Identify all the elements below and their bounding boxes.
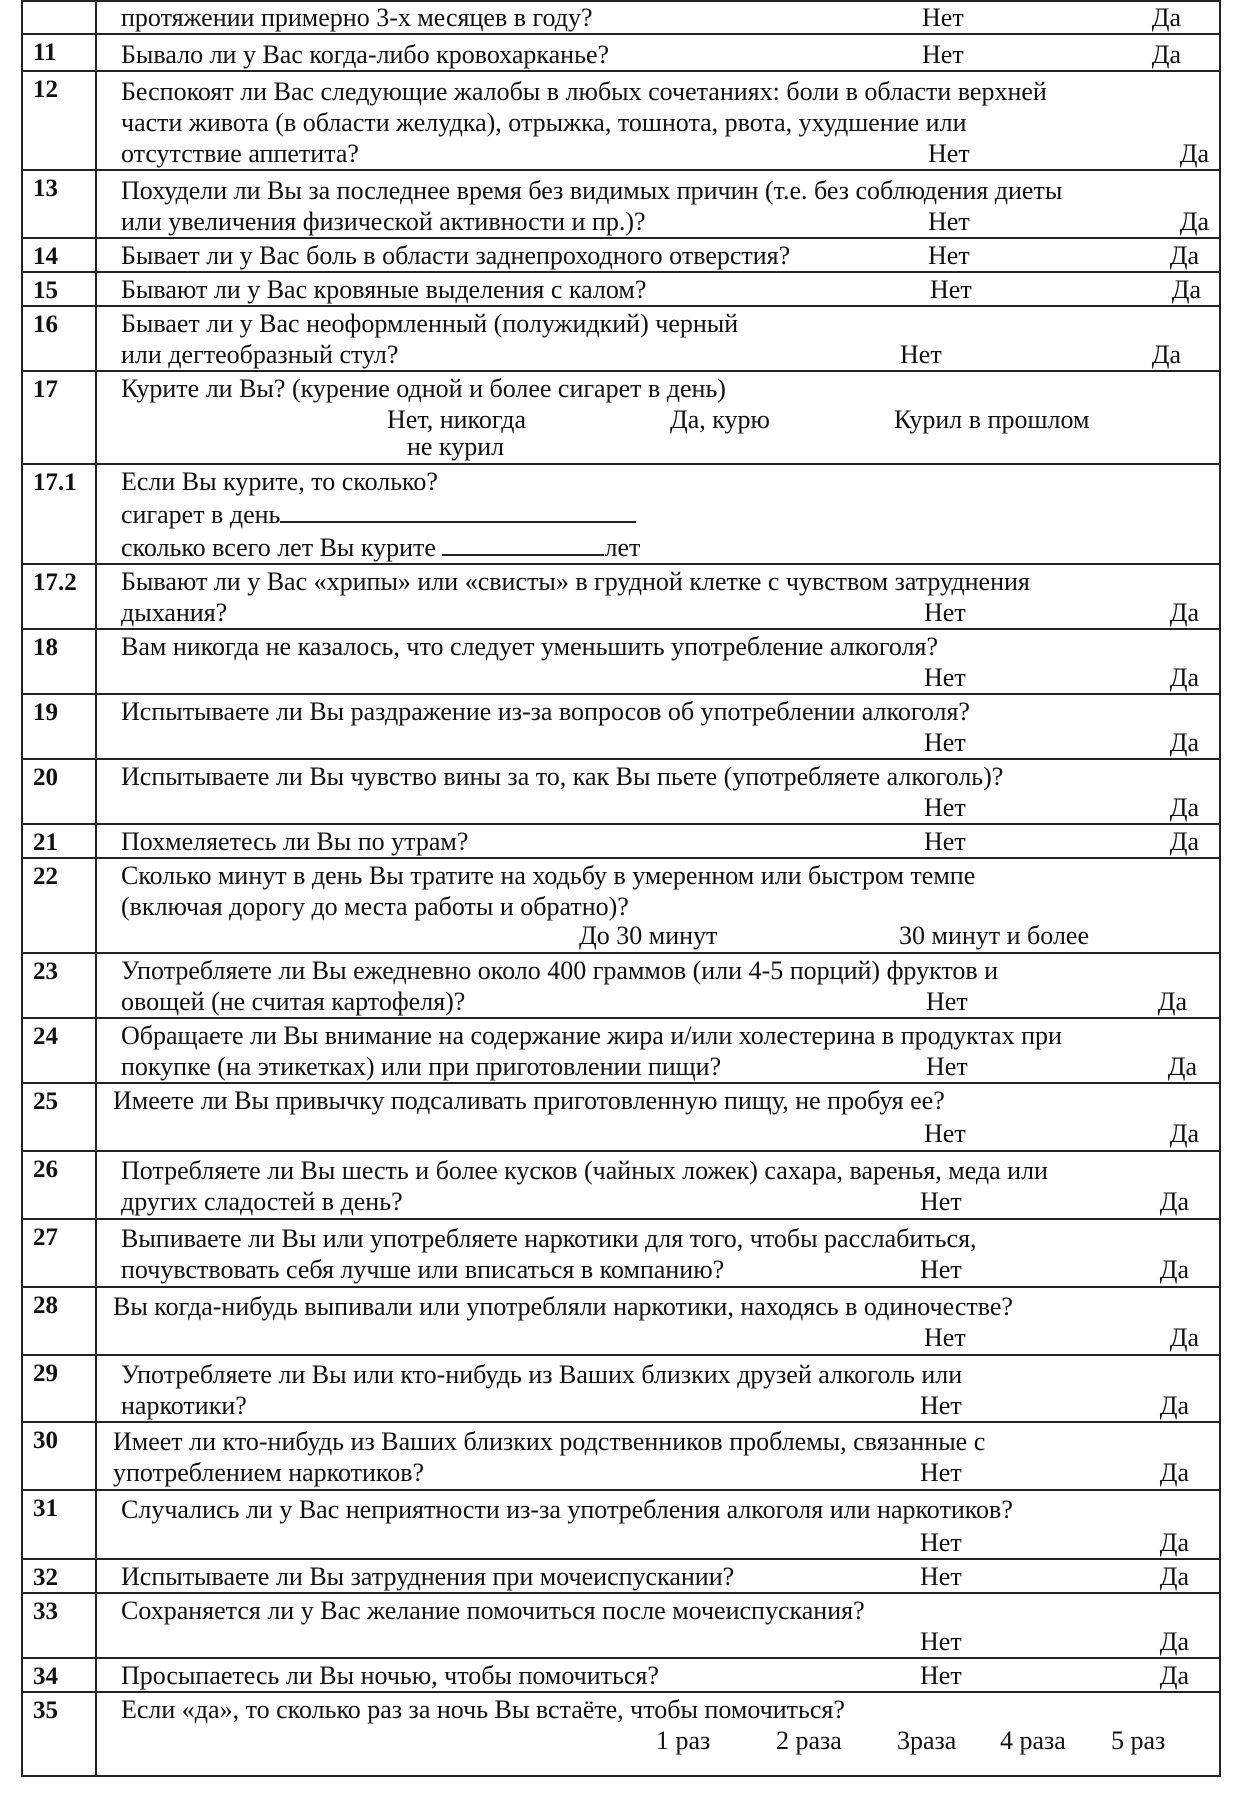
question-text: сигарет в день: [121, 500, 281, 529]
table-row: [22, 1151, 1220, 1219]
table-row: [22, 238, 1220, 272]
table-row: [22, 170, 1220, 238]
table-row: [22, 71, 1220, 170]
question-text: Бывает ли у Вас боль в области заднепроходного отверстия?: [121, 241, 791, 270]
table-row: [22, 1, 1220, 34]
question-text: Вы когда-нибудь выпивали или употребляли наркотики, находясь в одиночестве?: [113, 1292, 1013, 1321]
question-text: Если «да», то сколько раз за ночь Вы встаёте, чтобы помочиться?: [121, 1695, 845, 1724]
row-number: 23: [22, 953, 96, 1018]
answer-no[interactable]: Нет: [924, 1119, 966, 1148]
question-text: Сохраняется ли у Вас желание помочиться после мочеиспускания?: [121, 1596, 865, 1625]
answer-no[interactable]: Нет: [924, 728, 966, 757]
table-row: [22, 371, 1220, 464]
answer-yes[interactable]: Да: [1169, 1323, 1199, 1352]
row-number: 27: [22, 1219, 96, 1287]
table-row: [22, 1083, 1220, 1151]
question-text: Похмеляетесь ли Вы по утрам?: [121, 827, 469, 856]
answer-never-smoked[interactable]: Нет, никогда: [387, 405, 527, 434]
answer-yes[interactable]: Да: [1159, 1562, 1189, 1591]
row-number: 33: [22, 1593, 96, 1658]
answer-no[interactable]: Нет: [924, 663, 966, 692]
answer-no[interactable]: Нет: [924, 598, 966, 627]
row-number: 15: [22, 272, 96, 306]
answer-yes[interactable]: Да: [1169, 793, 1199, 822]
question-text: или увеличения физической активности и пр.)?: [121, 207, 646, 236]
answer-yes[interactable]: Да: [1159, 1187, 1189, 1216]
row-number: 24: [22, 1018, 96, 1083]
answer-5-times[interactable]: 5 раз: [1111, 1726, 1166, 1755]
answer-no[interactable]: Нет: [922, 40, 964, 69]
row-number: 16: [22, 306, 96, 371]
answer-2-times[interactable]: 2 раза: [776, 1726, 842, 1755]
answer-no[interactable]: Нет: [924, 827, 966, 856]
question-text: Испытываете ли Вы чувство вины за то, как Вы пьете (употребляете алкоголь)?: [121, 762, 1004, 791]
answer-yes[interactable]: Да: [1167, 1052, 1197, 1081]
answer-no[interactable]: Нет: [928, 207, 970, 236]
table-row: [22, 306, 1220, 371]
row-number: 17.1: [22, 464, 96, 564]
question-text: Имеет ли кто-нибудь из Ваших близких родственников проблемы, связанные с: [113, 1427, 986, 1456]
answer-yes[interactable]: Да: [1179, 207, 1209, 236]
answer-no[interactable]: Нет: [926, 1052, 968, 1081]
table-row: [22, 34, 1220, 71]
answer-no[interactable]: Нет: [920, 1255, 962, 1284]
cigarettes-per-day-field[interactable]: [280, 497, 636, 523]
answer-no[interactable]: Нет: [930, 275, 972, 304]
row-number: 17.2: [22, 564, 96, 629]
answer-yes[interactable]: Да: [1157, 987, 1187, 1016]
question-text: Беспокоят ли Вас следующие жалобы в любых сочетаниях: боли в области верхней: [121, 77, 1047, 106]
question-text: Бывают ли у Вас кровяные выделения с калом?: [121, 275, 647, 304]
answer-former-smoker[interactable]: Курил в прошлом: [894, 405, 1090, 434]
question-text: Употребляете ли Вы ежедневно около 400 граммов (или 4-5 порций) фруктов и: [121, 956, 999, 985]
answer-no[interactable]: Нет: [926, 987, 968, 1016]
question-text: части живота (в области желудка), отрыжка, тошнота, рвота, ухудшение или: [121, 108, 967, 137]
row-number: 31: [22, 1490, 96, 1559]
answer-no[interactable]: Нет: [920, 1391, 962, 1420]
question-text: Обращаете ли Вы внимание на содержание жира и/или холестерина в продуктах при: [121, 1021, 1062, 1050]
answer-smoke[interactable]: Да, курю: [670, 405, 770, 434]
answer-no[interactable]: Нет: [924, 793, 966, 822]
row-number: 13: [22, 170, 96, 238]
row-number: 35: [22, 1692, 96, 1776]
answer-yes[interactable]: Да: [1169, 728, 1199, 757]
question-text: (включая дорогу до места работы и обратно)?: [121, 892, 629, 921]
table-row: [22, 759, 1220, 824]
answer-yes[interactable]: Да: [1169, 827, 1199, 856]
answer-yes[interactable]: Да: [1169, 598, 1199, 627]
table-row: [22, 1287, 1220, 1355]
table-row: [22, 1658, 1220, 1692]
question-text: Курите ли Вы? (курение одной и более сигарет в день): [121, 374, 726, 403]
answer-no[interactable]: Нет: [900, 340, 942, 369]
answer-no[interactable]: Нет: [920, 1187, 962, 1216]
question-text: других сладостей в день?: [121, 1187, 403, 1216]
row-number: 34: [22, 1658, 96, 1692]
smoking-years-field[interactable]: [442, 530, 604, 556]
answer-yes[interactable]: Да: [1169, 1119, 1199, 1148]
question-text: Испытываете ли Вы раздражение из-за вопросов об употреблении алкоголя?: [121, 697, 970, 726]
answer-yes[interactable]: Да: [1159, 1255, 1189, 1284]
answer-yes[interactable]: Да: [1159, 1627, 1189, 1656]
question-text: Просыпаетесь ли Вы ночью, чтобы помочиться?: [121, 1661, 659, 1690]
question-text: Бывают ли у Вас «хрипы» или «свисты» в грудной клетке с чувством затруднения: [121, 567, 1030, 596]
row-number: 20: [22, 759, 96, 824]
question-text: Бывает ли у Вас неоформленный (полужидкий) черный: [121, 309, 739, 338]
answer-30-min-or-more[interactable]: 30 минут и более: [899, 921, 1089, 950]
answer-yes[interactable]: Да: [1169, 241, 1199, 270]
row-number: 14: [22, 238, 96, 272]
answer-4-times[interactable]: 4 раза: [1000, 1726, 1066, 1755]
answer-yes[interactable]: Да: [1159, 1391, 1189, 1420]
question-text: Случались ли у Вас неприятности из-за употребления алкоголя или наркотиков?: [121, 1495, 1013, 1524]
table-row: [22, 1593, 1220, 1658]
question-text: Употребляете ли Вы или кто-нибудь из Ваших близких друзей алкоголь или: [121, 1360, 963, 1389]
answer-yes[interactable]: Да: [1171, 275, 1201, 304]
answer-no[interactable]: Нет: [920, 1661, 962, 1690]
table-row: [22, 464, 1220, 564]
answer-no[interactable]: Нет: [920, 1627, 962, 1656]
question-text: дыхания?: [121, 598, 228, 627]
row-number: 30: [22, 1422, 96, 1490]
question-text: Если Вы курите, то сколько?: [121, 467, 438, 496]
questionnaire-table: [21, 0, 1221, 1777]
question-text: Бывало ли у Вас когда-либо кровохарканье?: [121, 40, 610, 69]
answer-yes[interactable]: Да: [1159, 1528, 1189, 1557]
question-text: Вам никогда не казалось, что следует уменьшить употребление алкоголя?: [121, 632, 939, 661]
table-row: [22, 1490, 1220, 1559]
table-row: [22, 629, 1220, 694]
table-row: [22, 1018, 1220, 1083]
answer-under-30-min[interactable]: До 30 минут: [579, 921, 718, 950]
question-text: Потребляете ли Вы шесть и более кусков (чайных ложек) сахара, варенья, меда или: [121, 1156, 1048, 1185]
table-row: [22, 858, 1220, 953]
question-text: Сколько минут в день Вы тратите на ходьбу в умеренном или быстром темпе: [121, 861, 976, 890]
table-row: [22, 953, 1220, 1018]
question-text: отсутствие аппетита?: [121, 139, 359, 168]
row-number: 18: [22, 629, 96, 694]
answer-yes[interactable]: Да: [1151, 3, 1181, 32]
answer-no[interactable]: Нет: [928, 139, 970, 168]
question-text: или дегтеобразный стул?: [121, 340, 399, 369]
row-number: 17: [22, 371, 96, 464]
answer-no[interactable]: Нет: [920, 1528, 962, 1557]
row-number: 21: [22, 824, 96, 858]
question-text: Испытываете ли Вы затруднения при мочеиспускании?: [121, 1562, 735, 1591]
row-number: 29: [22, 1355, 96, 1422]
question-text: протяжении примерно 3-х месяцев в году?: [121, 3, 593, 32]
answer-yes[interactable]: Да: [1151, 340, 1181, 369]
table-row: [22, 1559, 1220, 1593]
table-row: [22, 272, 1220, 306]
question-text: овощей (не считая картофеля)?: [121, 987, 466, 1016]
row-number: 11: [22, 34, 96, 71]
table-row: [22, 1219, 1220, 1287]
answer-never-smoked-sub: не курил: [407, 432, 505, 461]
answer-yes[interactable]: Да: [1159, 1661, 1189, 1690]
row-number: 32: [22, 1559, 96, 1593]
question-text: наркотики?: [121, 1391, 247, 1420]
table-row: [22, 1692, 1220, 1776]
answer-no[interactable]: Нет: [922, 3, 964, 32]
question-text: Имеете ли Вы привычку подсаливать приготовленную пищу, не пробуя ее?: [113, 1086, 945, 1115]
answer-yes[interactable]: Да: [1151, 40, 1181, 69]
answer-no[interactable]: Нет: [924, 1323, 966, 1352]
question-text: почувствовать себя лучше или вписаться в компанию?: [121, 1255, 725, 1284]
question-text: Похудели ли Вы за последнее время без видимых причин (т.е. без соблюдения диеты: [121, 176, 1063, 205]
table-row: [22, 824, 1220, 858]
answer-no[interactable]: Нет: [928, 241, 970, 270]
years-label: лет: [604, 533, 641, 562]
table-row: [22, 694, 1220, 759]
answer-yes[interactable]: Да: [1169, 663, 1199, 692]
question-text: Выпиваете ли Вы или употребляете наркотики для того, чтобы расслабиться,: [121, 1224, 977, 1253]
answer-3-times[interactable]: 3раза: [897, 1726, 957, 1755]
row-number: 25: [22, 1083, 96, 1151]
row-number: 19: [22, 694, 96, 759]
question-text: употреблением наркотиков?: [113, 1458, 425, 1487]
answer-yes[interactable]: Да: [1159, 1458, 1189, 1487]
question-text: покупке (на этикетках) или при приготовлении пищи?: [121, 1052, 722, 1081]
row-number: 28: [22, 1287, 96, 1355]
questionnaire-page: [21, 0, 1219, 1777]
table-row: [22, 1355, 1220, 1422]
row-number: 22: [22, 858, 96, 953]
answer-no[interactable]: Нет: [920, 1562, 962, 1591]
row-number: 26: [22, 1151, 96, 1219]
table-row: [22, 1422, 1220, 1490]
table-row: [22, 564, 1220, 629]
row-number: 12: [22, 71, 96, 170]
row-number: [22, 1, 96, 34]
answer-1-time[interactable]: 1 раз: [656, 1726, 711, 1755]
answer-no[interactable]: Нет: [920, 1458, 962, 1487]
question-text: сколько всего лет Вы курите: [121, 533, 443, 562]
answer-yes[interactable]: Да: [1179, 139, 1209, 168]
